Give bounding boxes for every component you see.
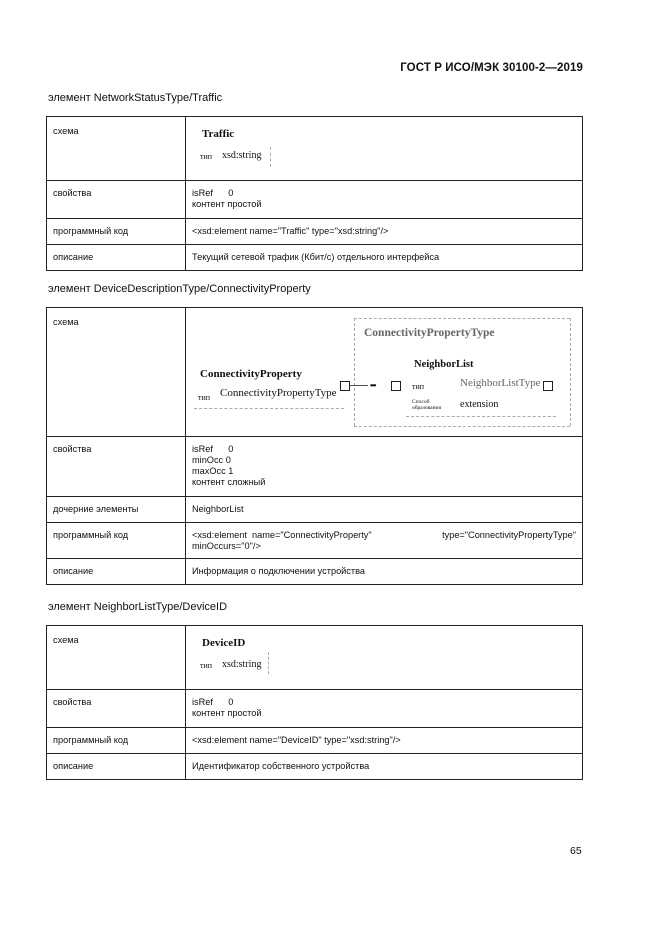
diagram-type-label: тип bbox=[200, 661, 213, 670]
element-box-bottom bbox=[194, 408, 344, 409]
derivation-value: extension bbox=[460, 399, 499, 410]
props-value bbox=[186, 690, 583, 728]
diagram-border bbox=[270, 147, 271, 167]
schema-diagram bbox=[186, 117, 583, 181]
diagram-element-name: DeviceID bbox=[202, 637, 246, 649]
schema-label: схема bbox=[47, 117, 186, 181]
desc-value: Информация о подключении устройства bbox=[186, 559, 583, 585]
children-label: дочерние элементы bbox=[47, 497, 186, 523]
connector-line bbox=[350, 385, 368, 386]
desc-value: Идентификатор собственного устройства bbox=[186, 754, 583, 780]
schema-label: схема bbox=[47, 626, 186, 690]
props-value bbox=[186, 437, 583, 497]
diagram-type-value: xsd:string bbox=[222, 659, 262, 670]
desc-label: описание bbox=[47, 754, 186, 780]
child-type-value: NeighborListType bbox=[460, 377, 541, 389]
props-label: свойства bbox=[47, 181, 186, 219]
section-title-connectivity: элемент DeviceDescriptionType/ConnectivityProperty bbox=[48, 283, 311, 295]
complex-type-name: ConnectivityPropertyType bbox=[364, 327, 495, 339]
prop-isref: isRef 0 bbox=[192, 188, 234, 198]
prop-isref: isRef 0 bbox=[192, 444, 234, 454]
derivation-label bbox=[412, 399, 441, 411]
diagram-element-name: Traffic bbox=[202, 128, 235, 140]
code-value bbox=[186, 523, 583, 559]
prop-content: контент простой bbox=[192, 708, 262, 718]
child-expand-box-icon bbox=[543, 381, 553, 391]
diagram-border bbox=[268, 652, 269, 674]
code-label: программный код bbox=[47, 728, 186, 754]
derivation-label-line2: образования bbox=[412, 405, 442, 411]
children-value: NeighborList bbox=[186, 497, 583, 523]
table-connectivity bbox=[46, 307, 583, 585]
table-traffic bbox=[46, 116, 583, 271]
complex-type-frame-left bbox=[354, 318, 355, 426]
section-title-traffic: элемент NetworkStatusType/Traffic bbox=[48, 92, 223, 104]
schema-label: схема bbox=[47, 308, 186, 437]
child-element-name: NeighborList bbox=[414, 359, 474, 370]
table-deviceid bbox=[46, 625, 583, 780]
child-box-bottom bbox=[406, 416, 556, 417]
desc-value: Текущий сетевой трафик (Кбит/с) отдельного интерфейса bbox=[186, 245, 583, 271]
prop-content: контент сложный bbox=[192, 477, 266, 487]
code-label: программный код bbox=[47, 219, 186, 245]
code-value: <xsd:element name="DeviceID" type="xsd:string"/> bbox=[186, 728, 583, 754]
diagram-type-value: xsd:string bbox=[222, 150, 262, 161]
sequence-icon: ••• bbox=[370, 381, 376, 390]
expand-box-icon bbox=[340, 381, 350, 391]
props-label: свойства bbox=[47, 437, 186, 497]
code-part-1: <xsd:element name="ConnectivityProperty" bbox=[192, 530, 372, 540]
diagram-type-label: тип bbox=[198, 393, 211, 402]
prop-minocc: minOcc 0 bbox=[192, 455, 231, 465]
complex-type-frame-top bbox=[354, 318, 570, 319]
diagram-type-value: ConnectivityPropertyType bbox=[220, 387, 337, 399]
page-number: 65 bbox=[570, 845, 582, 857]
section-title-deviceid: элемент NeighborListType/DeviceID bbox=[48, 601, 228, 613]
prop-isref: isRef 0 bbox=[192, 697, 234, 707]
code-label: программный код bbox=[47, 523, 186, 559]
desc-label: описание bbox=[47, 245, 186, 271]
complex-type-frame-right bbox=[570, 318, 571, 426]
complex-type-frame-bottom bbox=[354, 426, 570, 427]
props-label: свойства bbox=[47, 690, 186, 728]
sequence-box-icon bbox=[391, 381, 401, 391]
child-type-label: тип bbox=[412, 382, 425, 391]
prop-content: контент простой bbox=[192, 199, 262, 209]
prop-maxocc: maxOcc 1 bbox=[192, 466, 234, 476]
code-value: <xsd:element name="Traffic" type="xsd:string"/> bbox=[186, 219, 583, 245]
props-value bbox=[186, 181, 583, 219]
document-header: ГОСТ Р ИСО/МЭК 30100-2—2019 bbox=[400, 62, 583, 74]
desc-label: описание bbox=[47, 559, 186, 585]
schema-diagram bbox=[186, 626, 583, 690]
diagram-element-name: ConnectivityProperty bbox=[200, 368, 302, 380]
schema-diagram bbox=[186, 308, 583, 437]
code-part-3: minOccurs="0"/> bbox=[192, 541, 261, 551]
code-part-2: type="ConnectivityPropertyType" bbox=[442, 530, 576, 540]
diagram-type-label: тип bbox=[200, 152, 213, 161]
derivation-label-line1: Способ bbox=[412, 399, 430, 405]
